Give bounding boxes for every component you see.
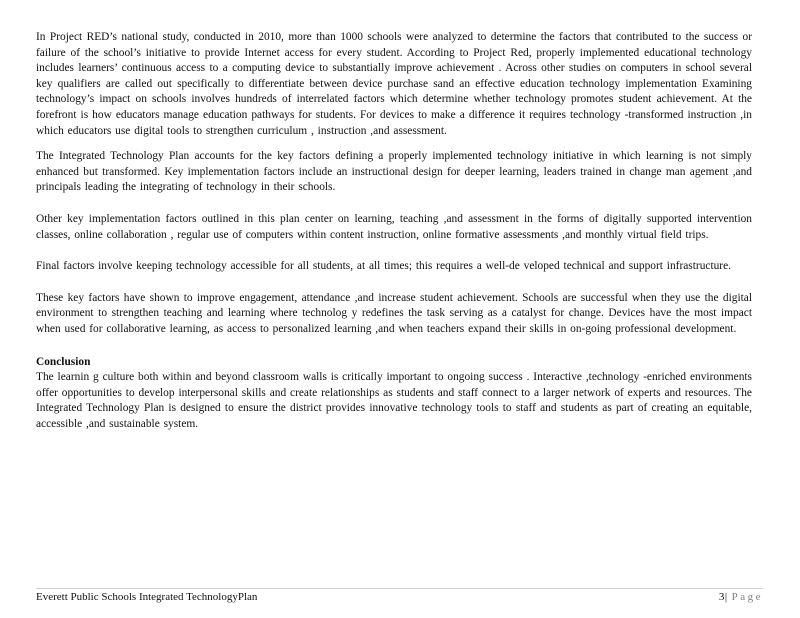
page-number: 3 — [718, 591, 725, 603]
page-footer — [36, 590, 763, 606]
footer-divider — [36, 588, 763, 589]
paragraph-conclusion: The learnin g culture both within and beyond classroom walls is critically important to ongoing success . Interactive ,technology -enriched environments offer opportunities to develop interpersonal skills and create relationships as students and staff connect to a larger network of experts and resources. The Integrated Technology Plan is designed to ensure the district provides innovative technology tools to staff and students as part of creating an equitable, accessible ,and sustainable system. — [36, 371, 752, 430]
paragraph-other-factors: Other key implementation factors outlined in this plan center on learning, teaching ,and assessment in the forms of digitally supported intervention classes, online collaboration , regular use of computers within content instruction, online formative assessments ,and monthly virtual field trips. — [36, 212, 752, 241]
page-separator: | — [724, 591, 728, 603]
footer-title: Everett Public Schools Integrated TechnologyPlan — [36, 591, 258, 603]
page-label: Page — [731, 591, 763, 603]
footer-page-indicator — [719, 590, 763, 604]
paragraph-final-factors: Final factors involve keeping technology accessible for all students, at all times; this requires a well-de veloped technical and support infrastructure. — [36, 260, 732, 273]
paragraph-key-factors-results: These key factors have shown to improve engagement, attendance ,and increase student achievement. Schools are successful when they use the digital environment to strengthen teaching and learning where technolog y redefines the task serving as a catalyst for change. Devices have the most impact when used for collaborative learning, as access to personalized learning ,and when teachers expand their skills in on-going professional development. — [36, 291, 752, 335]
document-body — [36, 30, 752, 432]
conclusion-heading: Conclusion — [36, 355, 91, 368]
paragraph-integrated-plan: The Integrated Technology Plan accounts for the key factors defining a properly implemented technology initiative in which learning is not simply enhanced but transformed. Key implementation factors include an instructional design for deeper learning, leaders trained in change man agement ,and principals leading the integrating of technology in their schools. — [36, 150, 752, 194]
paragraph-project-red: In Project RED’s national study, conducted in 2010, more than 1000 schools were analyzed to determine the factors that contributed to the success or failure of the school’s initiative to provide Internet access for every student. According to Project Red, properly implemented educational technology includes learners’ continuous access to a computing device to substantially improve achievement . Across other studies on computers in school several key qualifiers are called out specifically to differentiate between device purchase sand an effective education technology implementation Examining technology’s impact on schools involves hundreds of interrelated factors which determine whether technology promotes student achievement. At the forefront is how educators manage education pathways for students. For devices to make a difference it requires technology -transformed instruction ,in which educators use digital tools to strengthen curriculum , instruction ,and assessment. — [36, 31, 752, 137]
